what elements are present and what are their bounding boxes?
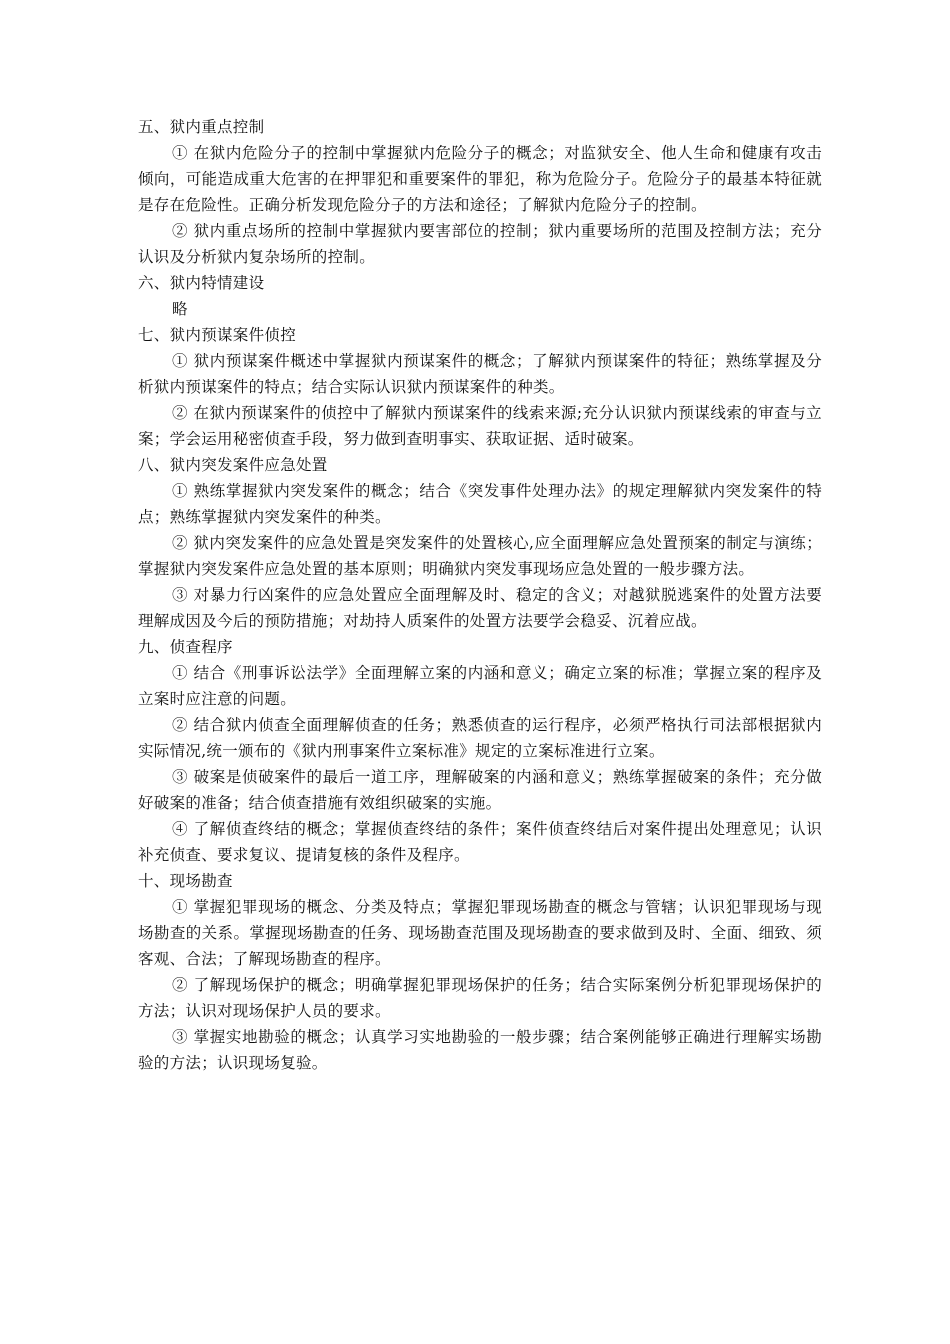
paragraph: ③ 掌握实地勘验的概念；认真学习实地勘验的一般步骤；结合案例能够正确进行理解实场勘验的方法；认识现场复验。 [138, 1028, 822, 1072]
paragraph: ① 狱内预谋案件概述中掌握狱内预谋案件的概念；了解狱内预谋案件的特征；熟练掌握及分析狱内预谋案件的特点；结合实际认识狱内预谋案件的种类。 [138, 352, 822, 396]
section-heading: 七、狱内预谋案件侦控 [138, 326, 297, 344]
section-10 [138, 868, 822, 1076]
section-heading: 十、现场勘查 [138, 872, 233, 890]
paragraph: ③ 对暴力行凶案件的应急处置应全面理解及时、稳定的含义；对越狱脱逃案件的处置方法要理解成因及今后的预防措施；对劫持人质案件的处置方法要学会稳妥、沉着应战。 [138, 586, 822, 630]
paragraph: ① 掌握犯罪现场的概念、分类及特点；掌握犯罪现场勘查的概念与管辖；认识犯罪现场与现场勘查的关系。掌握现场勘查的任务、现场勘查范围及现场勘查的要求做到及时、全面、细致、须客观、合法；了解现场勘查的程序。 [138, 898, 822, 968]
section-7 [138, 322, 822, 452]
paragraph: ② 结合狱内侦查全面理解侦查的任务；熟悉侦查的运行程序，必须严格执行司法部根据狱内实际情况,统一颁布的《狱内刑事案件立案标准》规定的立案标准进行立案。 [138, 716, 822, 760]
section-6 [138, 270, 822, 322]
section-5 [138, 114, 822, 270]
section-heading: 六、狱内特情建设 [138, 274, 265, 292]
paragraph: ③ 破案是侦破案件的最后一道工序，理解破案的内涵和意义；熟练掌握破案的条件；充分做好破案的准备；结合侦查措施有效组织破案的实施。 [138, 768, 822, 812]
section-heading: 九、侦查程序 [138, 638, 233, 656]
section-heading: 五、狱内重点控制 [138, 118, 265, 136]
paragraph: ② 在狱内预谋案件的侦控中了解狱内预谋案件的线索来源;充分认识狱内预谋线索的审查与立案；学会运用秘密侦查手段，努力做到查明事实、获取证据、适时破案。 [138, 404, 822, 448]
paragraph: ④ 了解侦查终结的概念；掌握侦查终结的条件；案件侦查终结后对案件提出处理意见；认识补充侦查、要求复议、提请复核的条件及程序。 [138, 820, 822, 864]
paragraph: ② 狱内重点场所的控制中掌握狱内要害部位的控制；狱内重要场所的范围及控制方法；充分认识及分析狱内复杂场所的控制。 [138, 222, 822, 266]
paragraph: 略 [172, 300, 188, 318]
paragraph: ① 熟练掌握狱内突发案件的概念；结合《突发事件处理办法》的规定理解狱内突发案件的特点；熟练掌握狱内突发案件的种类。 [138, 482, 822, 526]
paragraph: ① 结合《刑事诉讼法学》全面理解立案的内涵和意义；确定立案的标准；掌握立案的程序及立案时应注意的问题。 [138, 664, 822, 708]
paragraph: ① 在狱内危险分子的控制中掌握狱内危险分子的概念；对监狱安全、他人生命和健康有攻击倾向，可能造成重大危害的在押罪犯和重要案件的罪犯，称为危险分子。危险分子的最基本特征就是存在危险性。正确分析发现危险分子的方法和途径；了解狱内危险分子的控制。 [138, 144, 822, 214]
paragraph: ② 了解现场保护的概念；明确掌握犯罪现场保护的任务；结合实际案例分析犯罪现场保护的方法；认识对现场保护人员的要求。 [138, 976, 822, 1020]
document-page [138, 114, 822, 1076]
section-8 [138, 452, 822, 634]
section-heading: 八、狱内突发案件应急处置 [138, 456, 328, 474]
paragraph: ② 狱内突发案件的应急处置是突发案件的处置核心,应全面理解应急处置预案的制定与演练；掌握狱内突发案件应急处置的基本原则；明确狱内突发事现场应急处置的一般步骤方法。 [138, 534, 822, 578]
section-9 [138, 634, 822, 868]
